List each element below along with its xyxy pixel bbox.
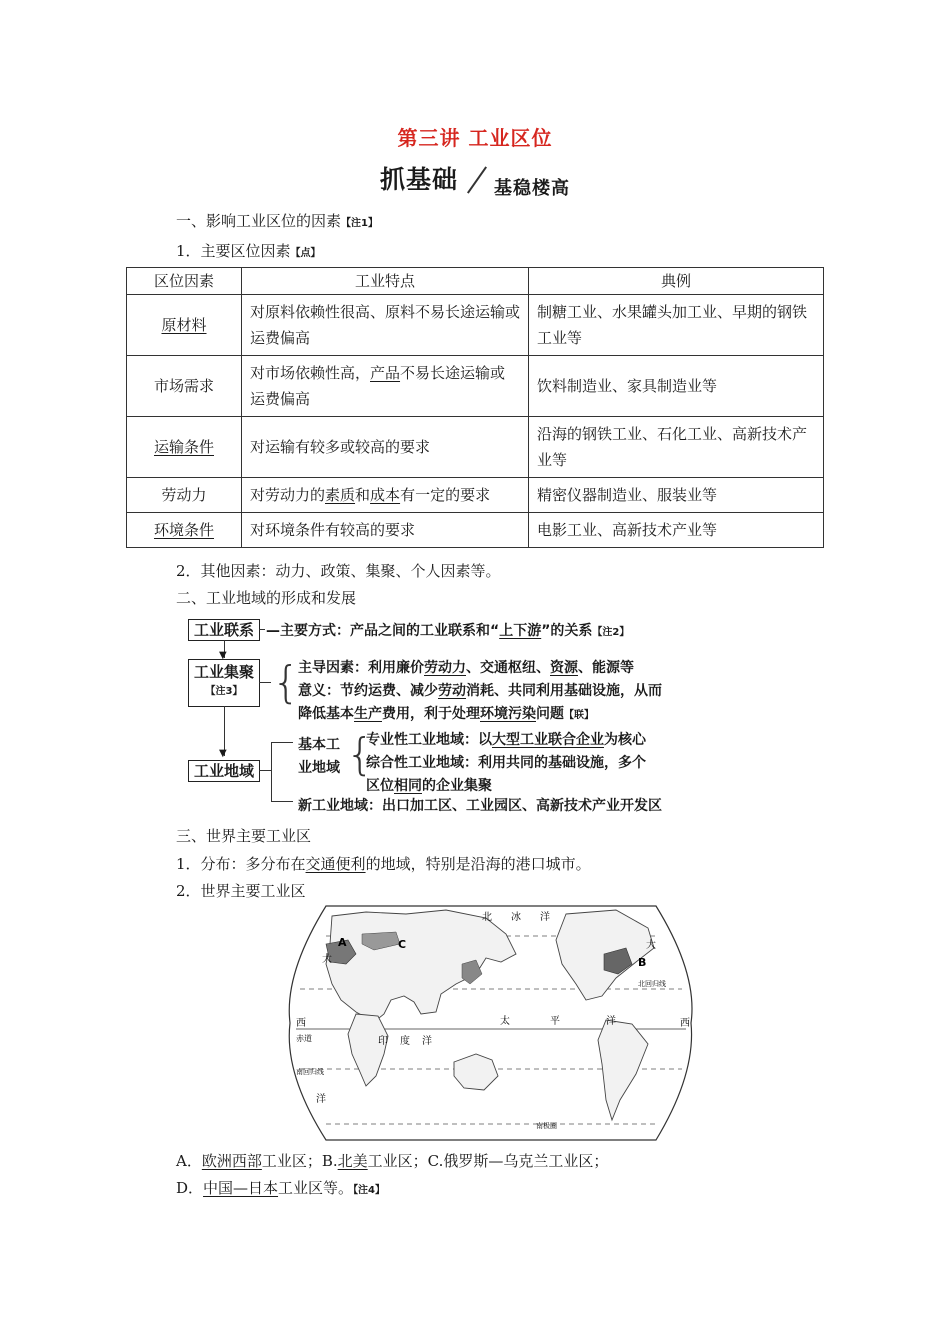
comprehensive-region-1: 综合性工业地域：利用共同的基础设施，多个: [366, 755, 646, 771]
table-cell-factor: 运输条件: [127, 417, 242, 478]
table-cell-factor: 市场需求: [127, 356, 242, 417]
section3-heading: 三、世界主要工业区: [176, 827, 312, 845]
map-label-equator: 赤道: [296, 1034, 312, 1043]
map-label-indian-3: 洋: [422, 1036, 432, 1047]
linkage-description: —主要方式：产品之间的工业联系和“上下游”的关系【注2】: [266, 623, 630, 639]
banner-sub: 基稳楼高: [494, 178, 570, 199]
table-cell-example: 饮料制造业、家具制造业等: [529, 356, 824, 417]
table-header: 区位因素: [127, 268, 242, 295]
regions-line-1: A．欧洲西部工业区；B.北美工业区；C.俄罗斯—乌克兰工业区；: [176, 1152, 609, 1170]
map-label-B: B: [638, 956, 647, 969]
brace-icon: {: [346, 729, 374, 780]
map-label-antarctic: 南极圈: [536, 1122, 557, 1130]
map-label-yang: 洋: [316, 1094, 326, 1105]
section1-heading: 一、影响工业区位的因素【注1】: [176, 212, 378, 230]
table-cell-feature: 对环境条件有较高的要求: [242, 513, 529, 548]
specialized-region: 专业性工业地域：以大型工业联合企业为核心: [366, 732, 646, 748]
flow-box-industrial-region: 工业地域: [188, 760, 260, 782]
table-header: 典例: [529, 268, 824, 295]
basic-region-label-2: 业地域: [298, 760, 340, 776]
table-cell-example: 精密仪器制造业、服装业等: [529, 478, 824, 513]
banner-divider: [467, 166, 487, 193]
map-label-west-1: 西: [296, 1018, 306, 1029]
comprehensive-region-2: 区位相同的企业集聚: [366, 778, 492, 794]
flow-box-linkage: 工业联系: [188, 619, 260, 641]
note-marker: 【注1】: [341, 218, 378, 229]
distribution-text: 1．分布：多分布在交通便利的地域，特别是沿海的港口城市。: [176, 855, 591, 873]
world-industrial-regions-map: [286, 904, 696, 1142]
arrow-down-icon: ▼: [219, 650, 227, 661]
map-label-tropic-n: 北回归线: [638, 980, 666, 988]
table-cell-example: 沿海的钢铁工业、石化工业、高新技术产业等: [529, 417, 824, 478]
map-label-arctic-1: 北: [482, 912, 492, 923]
table-row: [127, 417, 824, 478]
significance-line-2: 降低基本生产费用，利于处理环境污染问题【联】: [298, 706, 594, 722]
table-header: 工业特点: [242, 268, 529, 295]
map-label-arctic-2: 冰: [511, 912, 521, 923]
section3-sub2: 2．世界主要工业区: [176, 882, 306, 900]
bracket-line: [271, 801, 293, 802]
map-label-pacific-3: 洋: [606, 1016, 616, 1027]
table-row: [127, 513, 824, 548]
table-cell-factor: 劳动力: [127, 478, 242, 513]
leading-factors: 主导因素：利用廉价劳动力、交通枢纽、资源、能源等: [298, 660, 634, 676]
table-cell-factor: 环境条件: [127, 513, 242, 548]
section2-heading: 二、工业地域的形成和发展: [176, 589, 357, 607]
connector-line: [259, 682, 271, 683]
connector-line: [259, 770, 271, 771]
new-industrial-region: 新工业地域：出口加工区、工业园区、高新技术产业开发区: [298, 798, 662, 814]
connector-line: [259, 629, 265, 630]
location-factors-table: [126, 267, 824, 548]
map-label-indian-1: 印: [378, 1036, 388, 1047]
page-title: 第三讲 工业区位: [397, 126, 553, 150]
table-cell-feature: 对运输有较多或较高的要求: [242, 417, 529, 478]
map-label-pacific-2: 平: [550, 1016, 560, 1027]
map-label-atlantic-w: 大: [322, 954, 332, 965]
table-cell-example: 电影工业、高新技术产业等: [529, 513, 824, 548]
bracket-line: [271, 742, 272, 802]
table-cell-factor: 原材料: [127, 295, 242, 356]
table-row: [127, 295, 824, 356]
table-row: [127, 356, 824, 417]
banner-main: 抓基础: [380, 165, 459, 194]
map-label-indian-2: 度: [400, 1036, 410, 1047]
table-cell-example: 制糖工业、水果罐头加工业、早期的钢铁工业等: [529, 295, 824, 356]
table-cell-feature: 对劳动力的素质和成本有一定的要求: [242, 478, 529, 513]
map-label-atlantic-e: 大: [646, 940, 656, 951]
table-cell-feature: 对市场依赖性高，产品不易长途运输或运费偏高: [242, 356, 529, 417]
table-cell-feature: 对原料依赖性很高、原料不易长途运输或运费偏高: [242, 295, 529, 356]
brace-icon: {: [272, 657, 300, 708]
table-row: [127, 478, 824, 513]
bracket-line: [271, 742, 293, 743]
other-factors: 2．其他因素：动力、政策、集聚、个人因素等。: [176, 562, 501, 580]
map-label-A: A: [338, 936, 347, 949]
map-label-arctic-3: 洋: [540, 912, 550, 923]
regions-line-2: D．中国—日本工业区等。【注4】: [176, 1179, 386, 1197]
section1-sub1: 1．主要区位因素【点】: [176, 242, 321, 260]
table-header-row: [127, 268, 824, 295]
map-label-C: C: [398, 938, 407, 951]
significance-line-1: 意义：节约运费、减少劳动消耗、共同利用基础设施，从而: [298, 683, 662, 699]
map-label-west-2: 西: [680, 1018, 690, 1029]
arrow-down-icon: ▼: [219, 748, 227, 759]
basic-region-label-1: 基本工: [298, 737, 340, 753]
note-marker: 【点】: [290, 248, 321, 259]
map-label-pacific-1: 太: [500, 1016, 510, 1027]
flow-box-agglomeration: 工业集聚 【注3】: [188, 659, 260, 707]
map-label-tropic-s: 南回归线: [296, 1068, 324, 1076]
